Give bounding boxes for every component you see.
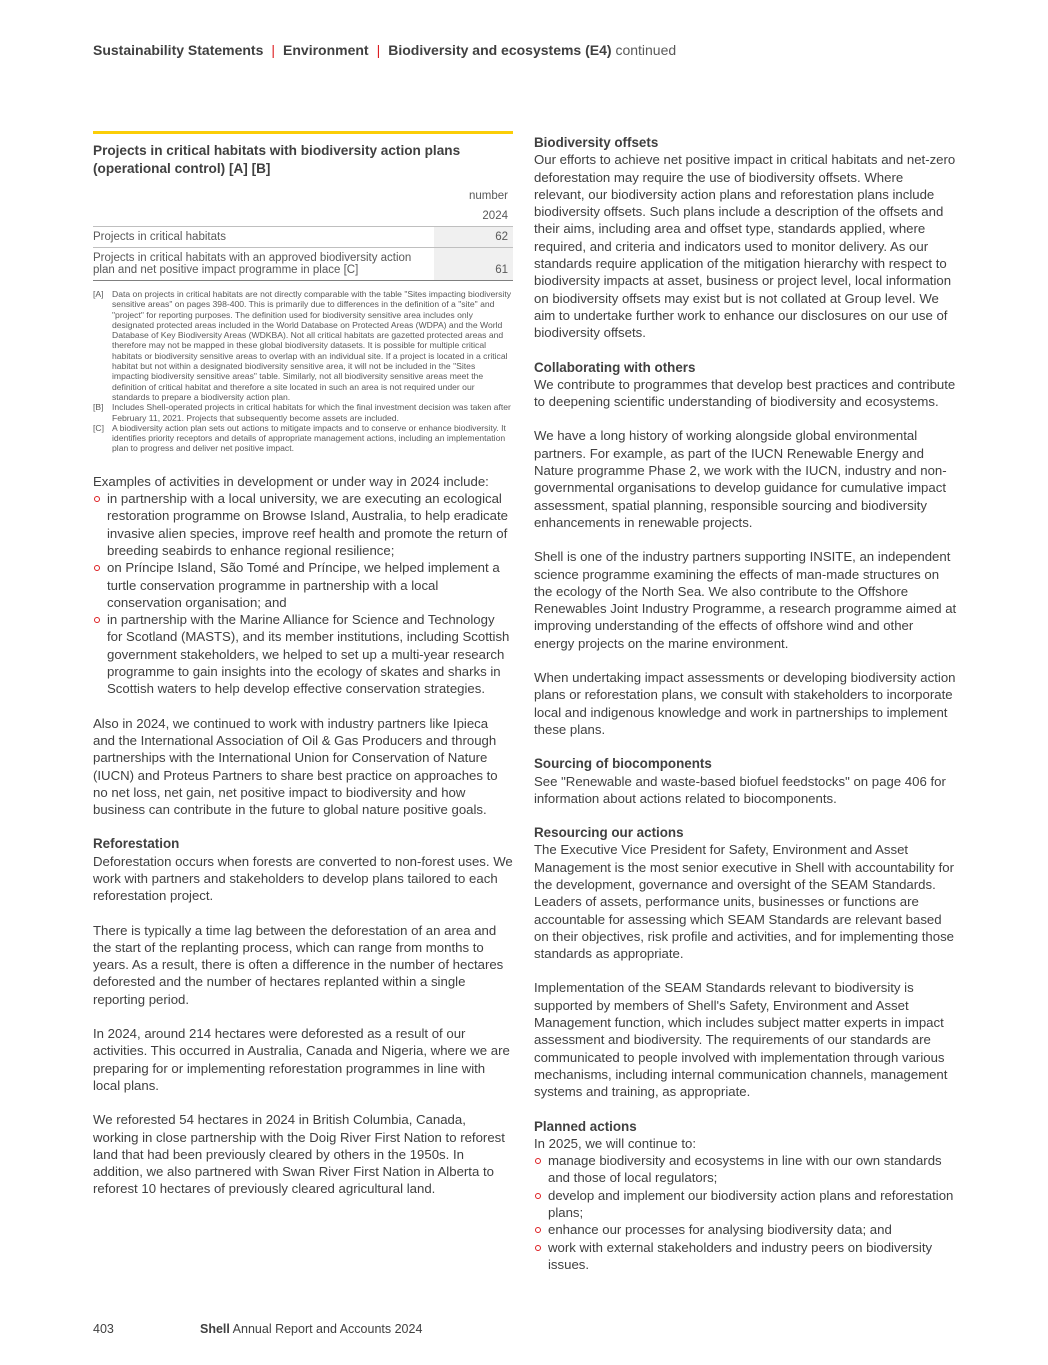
list-item: in partnership with the Marine Alliance for Science and Technology for Scotland (MASTS), and its member institutions, including Scottish government stakeholders, we helped to set up a multi-year research programme to gain insights into the ecology of skates and sharks in Scottish waters to help develop effective conservation strategies. bbox=[93, 611, 513, 697]
breadcrumb-separator: | bbox=[271, 42, 276, 58]
sourcing-paragraph: See "Renewable and waste-based biofuel feedstocks" on page 406 for information about actions related to biocomponents. bbox=[534, 773, 946, 806]
examples-list bbox=[93, 490, 513, 698]
collaborating-heading: Collaborating with others bbox=[534, 359, 696, 375]
list-item: on Príncipe Island, São Tomé and Príncipe, we helped implement a turtle conservation programme in partnership with a local conservation organisation; and bbox=[93, 559, 513, 611]
footer-report-title: Annual Report and Accounts 2024 bbox=[232, 1322, 423, 1336]
list-item: enhance our processes for analysing biodiversity data; and bbox=[534, 1221, 957, 1238]
left-column bbox=[93, 131, 513, 1215]
breadcrumb-continued: continued bbox=[615, 42, 677, 58]
reforestation-heading: Reforestation bbox=[93, 836, 180, 852]
resourcing-paragraph: Implementation of the SEAM Standards relevant to biodiversity is supported by members of Shell's Safety, Environment and Asset Management function, which includes subject matter experts in impact assessment and biodiversity. The requirements of our standards are communicated to people involved with implementation through various mechanisms, including internal communication channels, management systems and training, as appropriate. bbox=[534, 980, 948, 1100]
breadcrumb bbox=[93, 42, 676, 58]
footnote-text: A biodiversity action plan sets out actions to mitigate impacts and to conserve or enhance biodiversity. It identifies priority receptors and details of appropriate management actions, including an implementation plan to progress and deliver net positive impact. bbox=[112, 422, 506, 454]
resourcing-paragraph: The Executive Vice President for Safety, Environment and Asset Management is the most senior executive in Shell with accountability for the development, governance and oversight of the SEAM Standards. Leaders of assets, performance units, businesses or functions are accountable for assessing which SEAM Standards are relevant based on their objectives, risk profile and activities, and for implementing those standards as appropriate. bbox=[534, 842, 955, 962]
page-footer bbox=[93, 1322, 422, 1336]
right-column bbox=[534, 134, 957, 1290]
table-footnotes bbox=[93, 289, 513, 454]
table-year-header: 2024 bbox=[434, 206, 513, 227]
reforestation-paragraph: There is typically a time lag between the deforestation of an area and the start of the replanting process, which can range from months to years. As a result, there is often a difference in the number of hectares deforested and the number of hectares replanted within a single reporting period. bbox=[93, 922, 504, 1007]
footnote-text: Data on projects in critical habitats are not directly comparable with the table "Sites impacting biodiversity sensitive areas" on pages 398-400. This is primarily due to differences in the definition of a "site" and "project" for reporting purposes. The definition used for biodiversity sensitive area includes only designated protected areas included in the World Database on Protected Areas (WDPA) and the World Database of Key Biodiversity Areas (WDKBA). Not all critical habitats are gazetted protected areas and therefore may not be mapped in these global biodiversity datasets. It is possible for multiple critical habitats or biodiversity sensitive areas to overlap with an individual site. If a project is located in a critical habitat but not within a designated biodiversity sensitive area, it will not be included in the "Sites impacting biodiversity sensitive areas" table. Similarly, not all biodiversity sensitive areas meet the definition of critical habitat and therefore a site located in such an area is not required under our standards to prepare a biodiversity action plan. bbox=[112, 289, 512, 402]
also-paragraph: Also in 2024, we continued to work with industry partners like Ipieca and the International Association of Oil & Gas Producers and through partnerships with the International Union for Conservation of Nature (IUCN) and Proteus Partners to share best practice on approaches to no net loss, net gain, net positive impact to biodiversity and how business can contribute in the future to global nature positive goals. bbox=[93, 715, 498, 818]
footnote-marker: [C] bbox=[93, 422, 104, 433]
footnote-marker: [B] bbox=[93, 402, 104, 413]
list-item: work with external stakeholders and industry peers on biodiversity issues. bbox=[534, 1239, 957, 1274]
planned-actions-list bbox=[534, 1152, 957, 1273]
reforestation-paragraph: Deforestation occurs when forests are converted to non-forest uses. We work with partners and stakeholders to develop plans tailored to each reforestation project. bbox=[93, 853, 513, 904]
collaborating-paragraph: We have a long history of working alongside global environmental partners. For example, as part of the IUCN Renewable Energy and Nature programme Phase 2, we work with the IUCN, industry and non-governmental organisations to develop guidance for cumulative impact assessment, spatial planning, responsible sourcing and biodiversity enhancements in renewable projects. bbox=[534, 428, 947, 530]
table-row-value: 61 bbox=[434, 248, 513, 281]
sourcing-heading: Sourcing of biocomponents bbox=[534, 756, 712, 772]
breadcrumb-environment[interactable]: Environment bbox=[283, 42, 369, 58]
table-row bbox=[93, 227, 513, 248]
table-row-label: Projects in critical habitats with an approved biodiversity action plan and net positive impact programme in place [C] bbox=[93, 248, 434, 281]
table-unit: number bbox=[469, 190, 508, 202]
critical-habitats-table bbox=[93, 186, 513, 281]
breadcrumb-biodiversity[interactable]: Biodiversity and ecosystems (E4) bbox=[388, 42, 612, 58]
planned-actions-intro: In 2025, we will continue to: bbox=[534, 1135, 697, 1151]
reforestation-paragraph: We reforested 54 hectares in 2024 in British Columbia, Canada, working in close partnership with the Doig River First Nation to reforest land that had been previously cleared by others in the 1950s. In addition, we also partnered with Swan River First Nation in Alberta to reforest 10 hectares of previously cleared agricultural land. bbox=[93, 1112, 505, 1197]
resourcing-heading: Resourcing our actions bbox=[534, 825, 684, 841]
critical-habitats-table-section bbox=[93, 131, 513, 454]
footnote bbox=[93, 289, 513, 402]
list-item: develop and implement our biodiversity action plans and reforestation plans; bbox=[534, 1187, 957, 1222]
collaborating-paragraph: When undertaking impact assessments or developing biodiversity action plans or reforestation plans, we consult with stakeholders to incorporate local and indigenous knowledge and work in partnerships to implement these plans. bbox=[534, 670, 956, 737]
list-item: in partnership with a local university, we are executing an ecological restoration programme on Browse Island, Australia, to help eradicate invasive alien species, improve reef health and promote the return of breeding seabirds to enhance regional resilience; bbox=[93, 490, 513, 559]
planned-actions-heading: Planned actions bbox=[534, 1118, 637, 1134]
table-row bbox=[93, 248, 513, 281]
footnote-marker: [A] bbox=[93, 289, 104, 299]
examples-intro: Examples of activities in development or under way in 2024 include: bbox=[93, 473, 489, 489]
breadcrumb-sustainability[interactable]: Sustainability Statements bbox=[93, 42, 264, 58]
collaborating-paragraph: We contribute to programmes that develop best practices and contribute to deepening scientific understanding of biodiversity and ecosystems. bbox=[534, 376, 956, 410]
footnote bbox=[93, 402, 513, 423]
table-title: Projects in critical habitats with biodiversity action plans (operational control) [A] [B] bbox=[93, 143, 461, 176]
table-row-label: Projects in critical habitats bbox=[93, 227, 434, 248]
table-row-value: 62 bbox=[434, 227, 513, 248]
page-number: 403 bbox=[93, 1322, 114, 1336]
table-header-row bbox=[93, 206, 513, 227]
left-body-text bbox=[93, 473, 513, 1198]
collaborating-paragraph: Shell is one of the industry partners supporting INSITE, an independent science programme examining the effects of man-made structures on the ecology of the North Sea. We also contribute to the Offshore Renewables Joint Industry Programme, a research programme aimed at improving understanding of the effects of offshore wind and other energy projects on the marine environment. bbox=[534, 549, 957, 651]
offsets-paragraph: Our efforts to achieve net positive impact in critical habitats and net-zero deforestation may require the use of biodiversity offsets. Where relevant, our biodiversity action plans and reforestation plans include biodiversity offsets. Such plans include a description of the offsets and their aims, including area and offset type, standards applied, where required, and criteria and indicators used to monitor delivery. As our standards require application of the mitigation hierarchy with respect to biodiversity impacts at asset, business or project level, local information on biodiversity offsets may exist but is not collated at Group level. We aim to undertake further work to enhance our disclosures on our use of biodiversity offsets. bbox=[534, 152, 956, 341]
offsets-heading: Biodiversity offsets bbox=[534, 135, 659, 150]
footer-brand: Shell bbox=[200, 1322, 230, 1336]
footnote bbox=[93, 423, 513, 454]
reforestation-paragraph: In 2024, around 214 hectares were deforested as a result of our activities. This occurred in Australia, Canada and Nigeria, where we are preparing for or implementing reforestation programmes in line with local plans. bbox=[93, 1026, 510, 1093]
breadcrumb-separator: | bbox=[376, 42, 381, 58]
list-item: manage biodiversity and ecosystems in line with our own standards and those of local regulators; bbox=[534, 1152, 957, 1187]
footnote-text: Includes Shell-operated projects in critical habitats for which the final investment decision was taken after February 11, 2021. Projects that subsequently become assets are included. bbox=[112, 402, 511, 423]
table-unit-row bbox=[93, 186, 513, 206]
